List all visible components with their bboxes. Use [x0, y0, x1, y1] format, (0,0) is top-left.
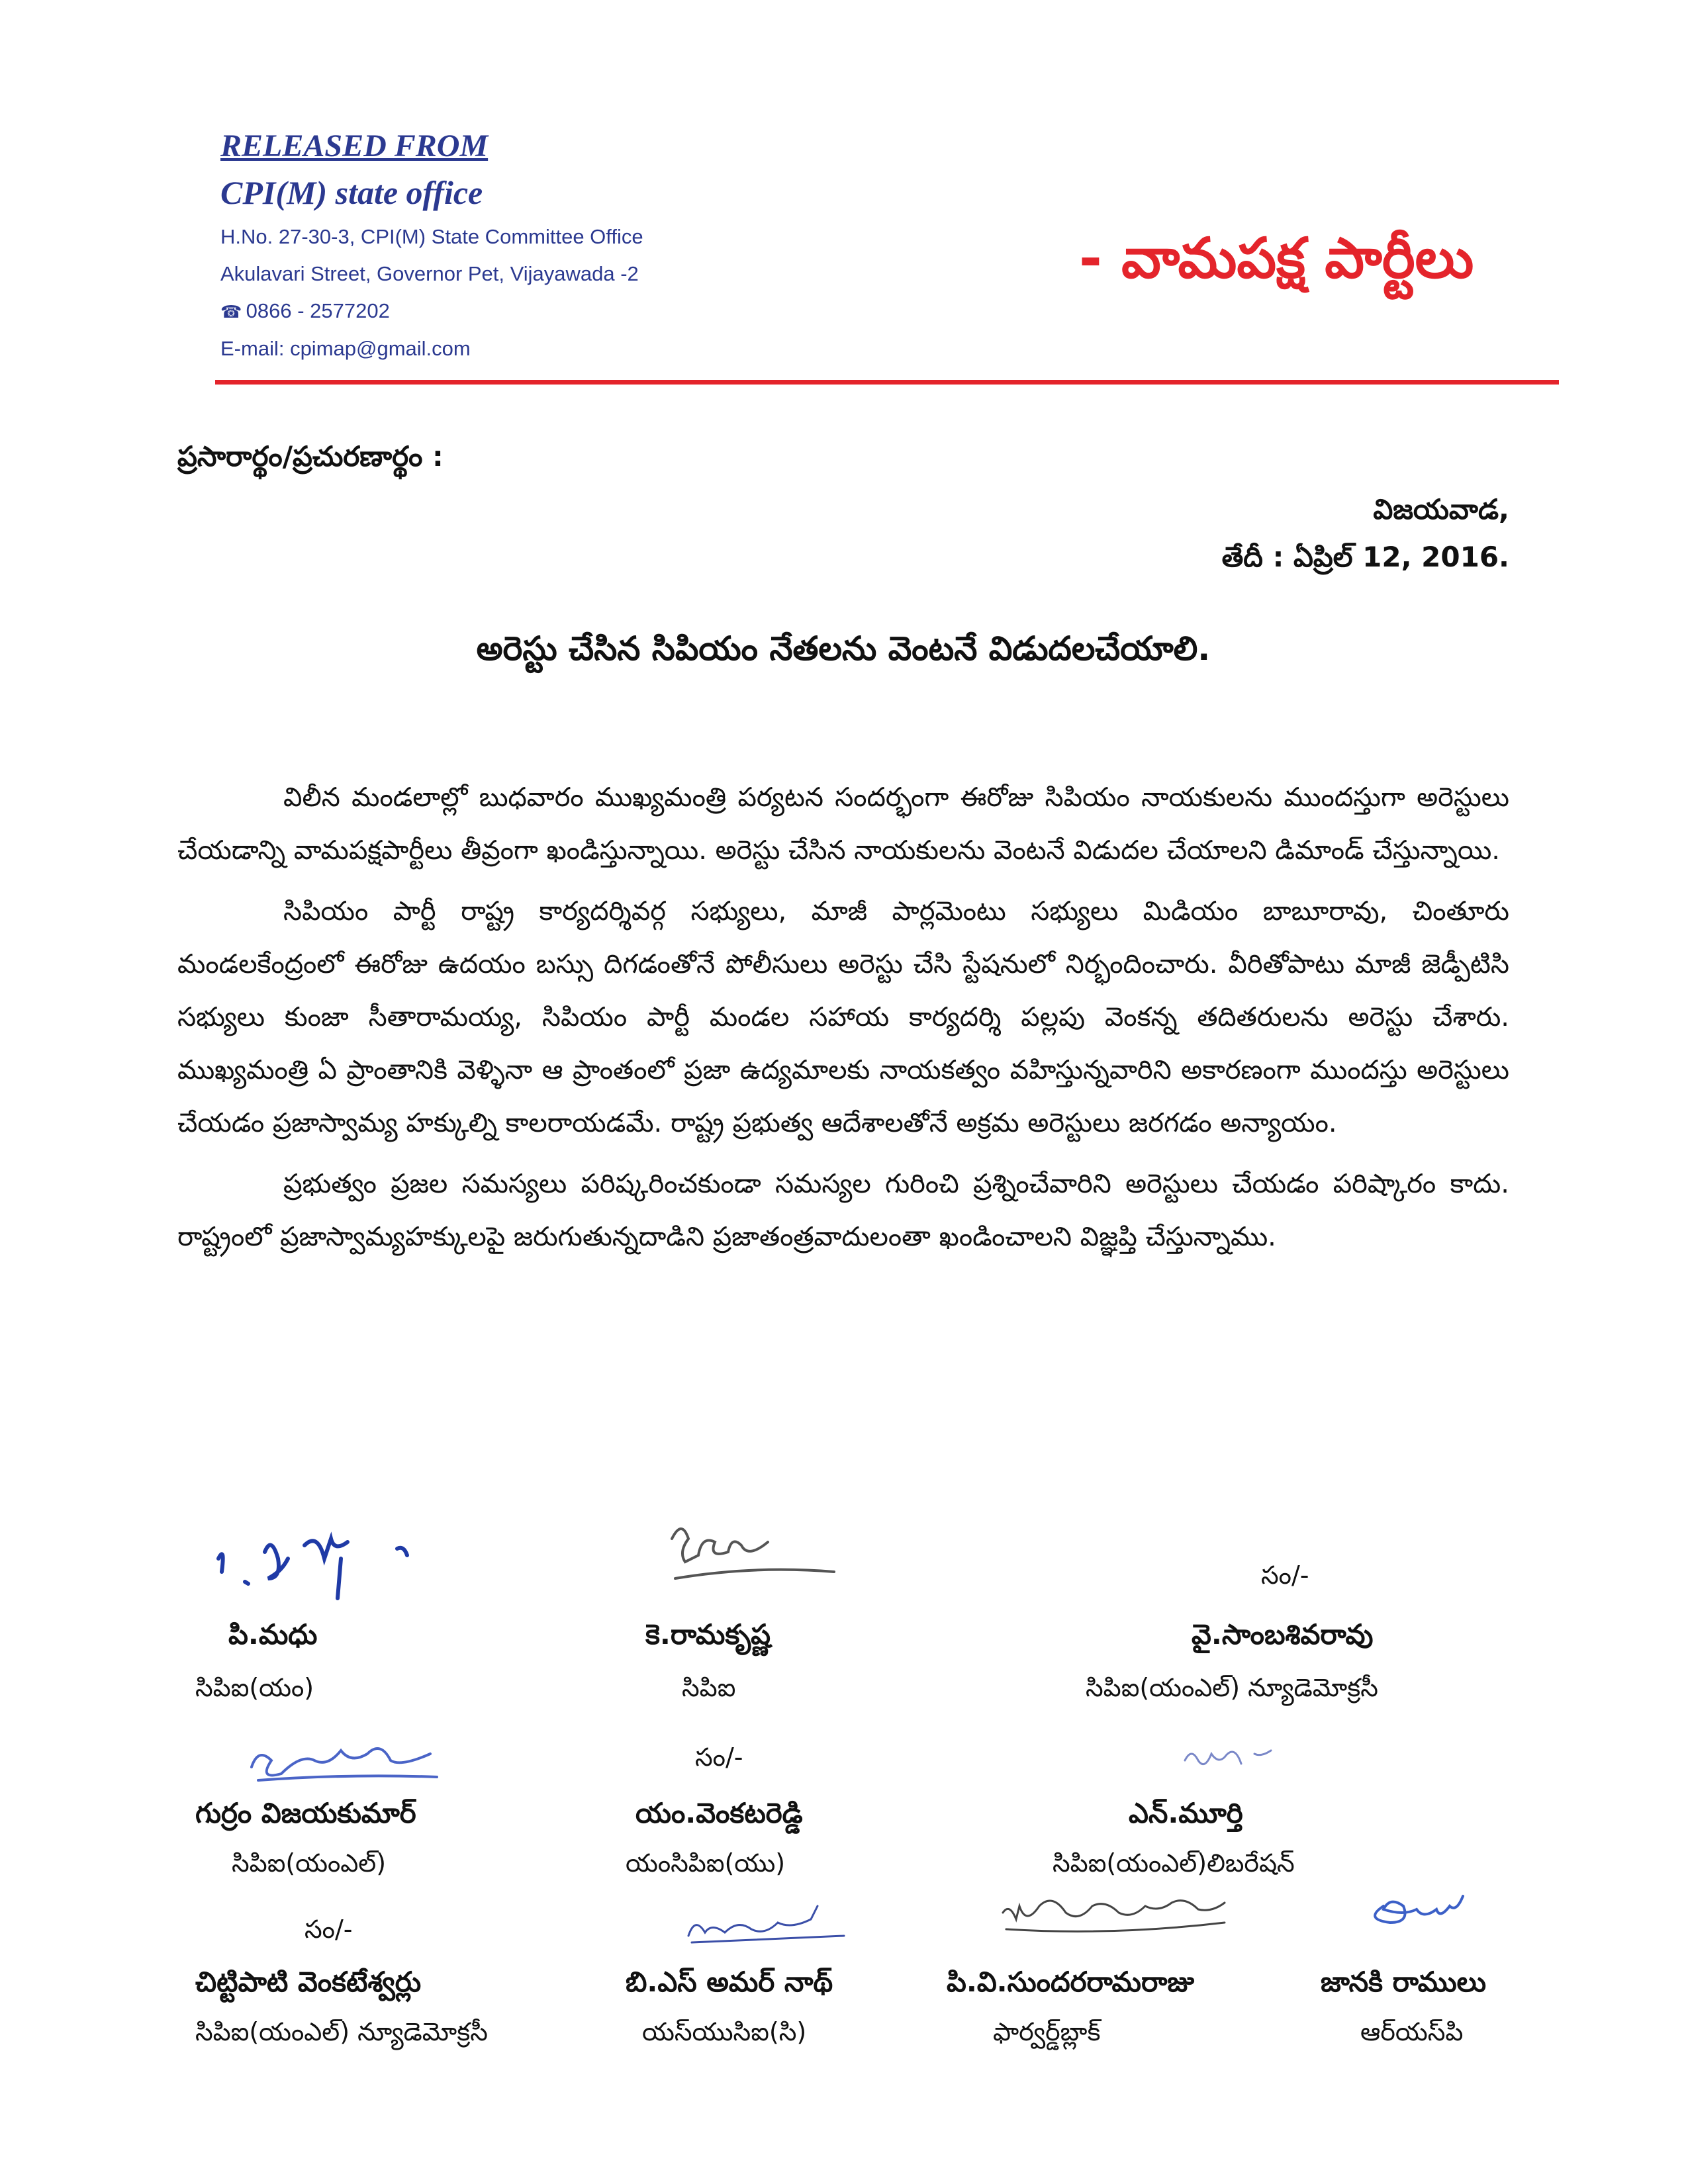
release-date: తేదీ : ఏప్రిల్ 12, 2016. [1221, 541, 1509, 573]
letterhead [220, 126, 750, 367]
signatory-party: సిపిఐ(యంఎల్)లిబరేషన్ [1053, 1848, 1295, 1878]
signatory-amarnath-party [642, 2012, 806, 2052]
signatory-vijayakumar [195, 1794, 416, 1833]
signatory-sundararamaraju-party [993, 2012, 1101, 2052]
signatory-venkatareddy-note [695, 1737, 743, 1777]
signature-madhu [205, 1519, 457, 1612]
header-divider [215, 380, 1559, 385]
signatory-murthy [1129, 1794, 1243, 1833]
signatory-name: ఎన్.మూర్తి [1129, 1797, 1243, 1829]
signatory-sambasivarao [1192, 1615, 1373, 1655]
phone-number: 0866 - 2577202 [246, 299, 390, 322]
telephone-icon: ☎ [220, 302, 242, 322]
signature-janakiramulu [1357, 1880, 1489, 1946]
signature-sundararamaraju [993, 1893, 1244, 1946]
signatory-name: చిట్టిపాటి వెంకటేశ్వర్లు [195, 1966, 422, 1998]
signatory-party: సిపిఐ [682, 1673, 736, 1702]
signatory-name: గుర్రం విజయకుమార్ [195, 1797, 416, 1829]
signature-ramakrishna [655, 1506, 854, 1605]
signatory-name: జానకి రాములు [1321, 1966, 1486, 1998]
signatory-vijayakumar-party [232, 1843, 386, 1883]
signatory-party: సిపిఐ(యంఎల్) న్యూడెమోక్రసీ [195, 2017, 488, 2046]
signatory-sambasivarao-note [1261, 1555, 1309, 1595]
signatory-party: ఫార్వర్డ్‌బ్లాక్ [993, 2017, 1101, 2046]
paragraph: సిపియం పార్టీ రాష్ట్ర కార్యదర్శివర్గ సభ్యులు, మాజీ పార్లమెంటు సభ్యులు మిడియం బాబూరావు, చింతూరు మండలకేంద్రంలో ఈరోజు ఉదయం బస్సు దిగడంతోనే పోలీసులు అరెస్టు చేసి స్టేషనులో నిర్భందించారు. వీరితోపాటు మాజీ జెడ్పీటిసి సభ్యులు కుంజా సీతారామయ్య, సిపియం పార్టీ మండల సహాయ కార్యదర్శి పల్లపు వెంకన్న తదితరులను అరెస్టు చేశారు. ముఖ్యమంత్రి ఏ ప్రాంతానికి వెళ్ళినా ఆ ప్రాంతంలో ప్రజా ఉద్యమాలకు నాయకత్వం వహిస్తున్నవారిని అకారణంగా ముందస్తు అరెస్టులు చేయడం ప్రజాస్వామ్య హక్కుల్ని కాలరాయడమే. రాష్ట్ర ప్రభుత్వ ఆదేశాలతోనే అక్రమ అరెస్టులు జరగడం అన్యాయం. [177, 896, 1509, 1138]
address-line2: Akulavari Street, Governor Pet, Vijayawada -2 [220, 262, 639, 285]
signatory-sambasivarao-party [1086, 1668, 1378, 1707]
release-label: ప్రసారార్థం/ప్రచురణార్థం : [177, 440, 444, 473]
signatory-name: పి.మధు [228, 1618, 318, 1651]
signatory-party: సిపిఐ(యంఎల్) [232, 1848, 387, 1878]
paragraph: విలీన మండలాల్లో బుధవారం ముఖ్యమంత్రి పర్యటన సందర్భంగా ఈరోజు సిపియం నాయకులను ముందస్తుగా అరెస్టులు చేయడాన్ని వామపక్షపార్టీలు తీవ్రంగా ఖండిస్తున్నాయి. అరెస్టు చేసిన నాయకులను వెంటనే విడుదల చేయాలని డిమాండ్ చేస్తున్నాయి. [177, 782, 1509, 866]
signatory-name: వై.సాంబశివరావు [1192, 1618, 1374, 1651]
signatory-party: యంసిపిఐ(యు) [626, 1848, 786, 1878]
signatory-amarnath [626, 1962, 833, 2002]
signatory-venkatareddy [635, 1794, 803, 1833]
phone-line [220, 293, 750, 330]
signatory-janakiramulu [1321, 1962, 1486, 2002]
address-line1: H.No. 27-30-3, CPI(M) State Committee Office [220, 225, 643, 248]
signatory-name: కె.రామకృష్ణ [645, 1618, 771, 1651]
signatory-name: పి.వి.సుందరరామరాజు [947, 1966, 1195, 1998]
signatory-party: ఆర్‌యస్‌పి [1360, 2017, 1464, 2046]
signatory-madhu [228, 1615, 317, 1655]
signed-note: సం/- [305, 1915, 353, 1944]
signatory-sundararamaraju [947, 1962, 1194, 2002]
signatory-party: సిపిఐ(యంఎల్) న్యూడెమోక్రసీ [1086, 1673, 1378, 1702]
signatory-ramakrishna [645, 1615, 771, 1655]
signature-amarnath [675, 1899, 861, 1952]
page-title: అరెస్టు చేసిన సిపియం నేతలను వెంటనే విడుదలచేయాలి. [476, 629, 1211, 668]
released-from: RELEASED FROM [220, 128, 489, 163]
signatory-madhu-party [195, 1668, 314, 1707]
email-line: E-mail: cpimap@gmail.com [220, 337, 471, 360]
signatory-party: సిపిఐ(యం) [195, 1673, 314, 1702]
paragraph: ప్రభుత్వం ప్రజల సమస్యలు పరిష్కరించకుండా సమస్యల గురించి ప్రశ్నించేవారిని అరెస్టులు చేయడం పరిష్కారం కాదు. రాష్ట్రంలో ప్రజాస్వామ్యహక్కులపై జరుగుతున్నదాడిని ప్రజాతంత్రవాదులంతా ఖండించాలని విజ్ఞప్తి చేస్తున్నాము. [177, 1169, 1509, 1252]
office-name: CPI(M) state office [220, 174, 483, 211]
signatory-name: బి.ఎస్ అమర్ నాథ్ [626, 1966, 833, 1998]
signed-note: సం/- [695, 1743, 743, 1772]
body-text [177, 771, 1509, 1271]
signatory-party: యస్‌యుసిఐ(సి) [642, 2017, 807, 2046]
signed-note: సం/- [1261, 1561, 1309, 1590]
signatory-venkatareddy-party [626, 1843, 785, 1883]
signatory-venkateswarlu-note [305, 1909, 352, 1949]
brand-title: - వామపక్ష పార్టీలు [1079, 226, 1474, 291]
signatory-venkateswarlu-party [195, 2012, 488, 2052]
signatory-venkateswarlu [195, 1962, 421, 2002]
signature-murthy [1178, 1734, 1284, 1780]
signature-vijayakumar [238, 1727, 463, 1794]
release-place: విజయవాడ, [1373, 493, 1509, 525]
signatory-ramakrishna-party [682, 1668, 735, 1707]
signatory-name: యం.వెంకటరెడ్డి [635, 1797, 803, 1829]
signatory-janakiramulu-party [1360, 2012, 1463, 2052]
signatory-murthy-party [1053, 1843, 1295, 1883]
